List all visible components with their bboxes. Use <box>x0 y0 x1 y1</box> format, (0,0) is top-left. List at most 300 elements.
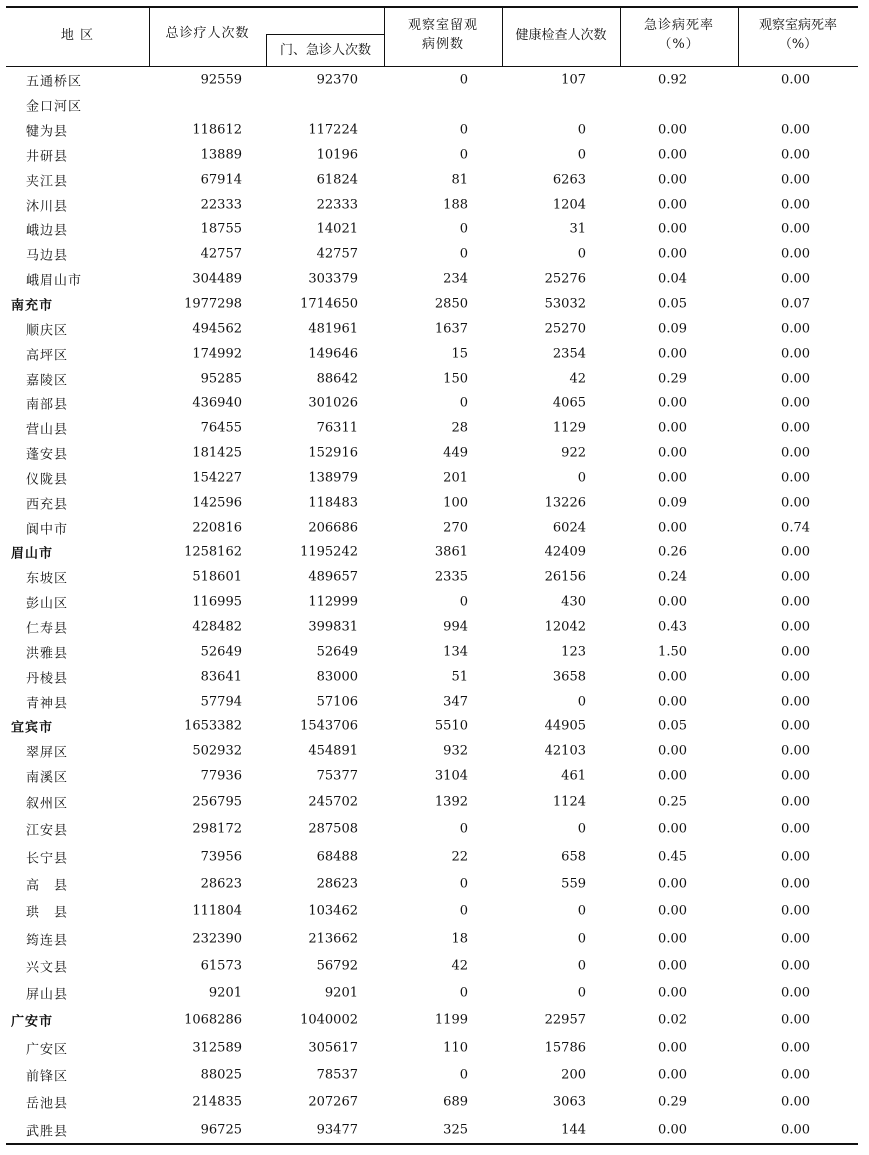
table-body <box>6 68 858 1143</box>
total-visits-cell: 174992 <box>192 346 242 362</box>
observation-cell: 150 <box>443 371 468 387</box>
health-check-cell: 1129 <box>552 420 586 436</box>
er-mortality-cell: 1.50 <box>658 644 687 660</box>
table-row <box>6 664 858 689</box>
outpatient-cell: 305617 <box>308 1040 358 1056</box>
er-mortality-cell: 0.04 <box>658 271 687 287</box>
header-observation-line1: 观察室留观 <box>407 18 478 33</box>
observation-cell: 100 <box>443 495 468 511</box>
total-visits-cell: 67914 <box>200 172 242 188</box>
health-check-cell: 26156 <box>544 569 586 585</box>
outpatient-cell: 9201 <box>324 985 358 1001</box>
obs-mortality-cell: 0.00 <box>781 346 810 362</box>
total-visits-cell: 96725 <box>200 1122 242 1138</box>
observation-cell: 270 <box>443 520 468 536</box>
outpatient-cell: 245702 <box>308 794 358 810</box>
outpatient-cell: 149646 <box>308 346 358 362</box>
total-visits-cell: 28623 <box>200 876 242 892</box>
region-cell: 南充市 <box>11 298 54 314</box>
header-er-mortality <box>620 16 738 54</box>
table-row <box>6 316 858 341</box>
outpatient-cell: 152916 <box>308 445 358 461</box>
table-row <box>6 788 858 815</box>
table-row <box>6 341 858 366</box>
header-er-mortality-line1: 急诊病死率 <box>643 18 714 33</box>
total-visits-cell: 1068286 <box>184 1012 242 1028</box>
header-obs-mortality-line1: 观察室病死率 <box>758 18 837 33</box>
region-cell: 夹江县 <box>26 174 69 190</box>
obs-mortality-cell: 0.00 <box>781 931 810 947</box>
observation-cell: 42 <box>451 958 468 974</box>
er-mortality-cell: 0.00 <box>658 594 687 610</box>
observation-cell: 0 <box>459 246 468 262</box>
health-check-cell: 559 <box>561 876 586 892</box>
er-mortality-cell: 0.00 <box>658 445 687 461</box>
er-mortality-cell: 0.00 <box>658 197 687 213</box>
health-check-cell: 44905 <box>544 718 586 734</box>
outpatient-cell: 22333 <box>316 197 358 213</box>
obs-mortality-cell: 0.00 <box>781 221 810 237</box>
obs-mortality-cell: 0.00 <box>781 644 810 660</box>
health-check-cell: 31 <box>569 221 586 237</box>
outpatient-cell: 14021 <box>316 221 358 237</box>
er-mortality-cell: 0.43 <box>658 619 687 635</box>
outpatient-cell: 213662 <box>308 931 358 947</box>
obs-mortality-cell: 0.00 <box>781 395 810 411</box>
obs-mortality-cell: 0.00 <box>781 371 810 387</box>
er-mortality-cell: 0.00 <box>658 985 687 1001</box>
health-check-cell: 3658 <box>552 669 586 685</box>
obs-mortality-cell: 0.00 <box>781 122 810 138</box>
health-check-cell: 0 <box>577 470 586 486</box>
total-visits-cell: 76455 <box>200 420 242 436</box>
er-mortality-cell: 0.00 <box>658 395 687 411</box>
health-check-cell: 0 <box>577 147 586 163</box>
observation-cell: 1392 <box>434 794 468 810</box>
obs-mortality-cell: 0.00 <box>781 903 810 919</box>
er-mortality-cell: 0.26 <box>658 544 687 560</box>
observation-cell: 932 <box>443 743 468 759</box>
region-cell: 井研县 <box>26 149 69 165</box>
er-mortality-cell: 0.45 <box>658 849 687 865</box>
health-check-cell: 1124 <box>552 794 586 810</box>
table-row <box>6 615 858 640</box>
outpatient-cell: 207267 <box>308 1094 358 1110</box>
outpatient-cell: 103462 <box>308 903 358 919</box>
er-mortality-cell: 0.92 <box>658 72 687 88</box>
obs-mortality-cell: 0.00 <box>781 619 810 635</box>
observation-cell: 18 <box>451 931 468 947</box>
total-visits-cell: 428482 <box>192 619 242 635</box>
observation-cell: 234 <box>443 271 468 287</box>
er-mortality-cell: 0.00 <box>658 1040 687 1056</box>
outpatient-cell: 206686 <box>308 520 358 536</box>
total-visits-cell: 13889 <box>200 147 242 163</box>
observation-cell: 188 <box>443 197 468 213</box>
health-check-cell: 6263 <box>552 172 586 188</box>
region-cell: 沐川县 <box>26 199 69 215</box>
observation-cell: 2335 <box>434 569 468 585</box>
er-mortality-cell: 0.29 <box>658 1094 687 1110</box>
outpatient-cell: 118483 <box>308 495 358 511</box>
outpatient-cell: 1543706 <box>300 718 358 734</box>
city-row <box>6 292 858 317</box>
er-mortality-cell: 0.00 <box>658 876 687 892</box>
outpatient-cell: 454891 <box>308 743 358 759</box>
obs-mortality-cell: 0.00 <box>781 594 810 610</box>
health-check-cell: 42409 <box>544 544 586 560</box>
region-cell: 高 县 <box>26 878 69 894</box>
table-row <box>6 93 858 118</box>
table-row <box>6 980 858 1007</box>
health-check-cell: 13226 <box>544 495 586 511</box>
observation-cell: 449 <box>443 445 468 461</box>
table-row <box>6 68 858 93</box>
obs-mortality-cell: 0.00 <box>781 743 810 759</box>
outpatient-cell: 1040002 <box>300 1012 358 1028</box>
outpatient-cell: 481961 <box>308 321 358 337</box>
observation-cell: 347 <box>443 694 468 710</box>
table-row <box>6 167 858 192</box>
outpatient-cell: 88642 <box>316 371 358 387</box>
observation-cell: 5510 <box>434 718 468 734</box>
obs-mortality-cell: 0.00 <box>781 1067 810 1083</box>
health-check-cell: 4065 <box>552 395 586 411</box>
table-row <box>6 764 858 789</box>
region-cell: 岳池县 <box>26 1096 69 1112</box>
total-visits-cell: 181425 <box>192 445 242 461</box>
header-outpatient-emergency: 门、急诊人次数 <box>279 43 371 58</box>
observation-cell: 0 <box>459 985 468 1001</box>
obs-mortality-cell: 0.00 <box>781 669 810 685</box>
total-visits-cell: 502932 <box>192 743 242 759</box>
total-visits-cell: 95285 <box>200 371 242 387</box>
er-mortality-cell: 0.05 <box>658 718 687 734</box>
total-visits-cell: 116995 <box>192 594 242 610</box>
region-cell: 前锋区 <box>26 1069 69 1085</box>
outpatient-cell: 78537 <box>316 1067 358 1083</box>
region-cell: 翠屏区 <box>26 745 69 761</box>
outpatient-cell: 92370 <box>316 72 358 88</box>
observation-cell: 0 <box>459 72 468 88</box>
observation-cell: 3861 <box>434 544 468 560</box>
table-row <box>6 1089 858 1116</box>
health-check-cell: 0 <box>577 985 586 1001</box>
region-cell: 阆中市 <box>26 522 69 538</box>
obs-mortality-cell: 0.00 <box>781 569 810 585</box>
obs-mortality-cell: 0.00 <box>781 768 810 784</box>
region-cell: 屏山县 <box>26 987 69 1003</box>
er-mortality-cell: 0.29 <box>658 371 687 387</box>
er-mortality-cell: 0.00 <box>658 821 687 837</box>
total-visits-cell: 9201 <box>208 985 242 1001</box>
header-obs-mortality <box>738 16 858 54</box>
region-cell: 峨边县 <box>26 223 69 239</box>
observation-cell: 0 <box>459 821 468 837</box>
er-mortality-cell: 0.00 <box>658 903 687 919</box>
table-row <box>6 217 858 242</box>
obs-mortality-cell: 0.00 <box>781 876 810 892</box>
outpatient-cell: 83000 <box>316 669 358 685</box>
observation-cell: 0 <box>459 122 468 138</box>
total-visits-cell: 304489 <box>192 271 242 287</box>
table-row <box>6 515 858 540</box>
total-visits-cell: 154227 <box>192 470 242 486</box>
total-visits-cell: 232390 <box>192 931 242 947</box>
health-check-cell: 42103 <box>544 743 586 759</box>
health-check-cell: 107 <box>561 72 586 88</box>
table-row <box>6 1116 858 1143</box>
outpatient-cell: 489657 <box>308 569 358 585</box>
obs-mortality-cell: 0.00 <box>781 544 810 560</box>
obs-mortality-cell: 0.74 <box>781 520 810 536</box>
region-cell: 南部县 <box>26 397 69 413</box>
table-row <box>6 816 858 843</box>
observation-cell: 0 <box>459 1067 468 1083</box>
total-visits-cell: 83641 <box>200 669 242 685</box>
observation-cell: 0 <box>459 395 468 411</box>
er-mortality-cell: 0.00 <box>658 1067 687 1083</box>
table-row <box>6 490 858 515</box>
outpatient-cell: 112999 <box>308 594 358 610</box>
outpatient-cell: 399831 <box>308 619 358 635</box>
table-row <box>6 366 858 391</box>
region-cell: 广安市 <box>11 1014 54 1030</box>
region-cell: 武胜县 <box>26 1124 69 1140</box>
observation-cell: 201 <box>443 470 468 486</box>
er-mortality-cell: 0.00 <box>658 470 687 486</box>
table-row <box>6 143 858 168</box>
table-row <box>6 689 858 714</box>
outpatient-cell: 42757 <box>316 246 358 262</box>
health-check-cell: 22957 <box>544 1012 586 1028</box>
outpatient-cell: 76311 <box>316 420 358 436</box>
total-visits-cell: 256795 <box>192 794 242 810</box>
table-row <box>6 898 858 925</box>
health-check-cell: 0 <box>577 122 586 138</box>
health-check-cell: 0 <box>577 958 586 974</box>
health-check-cell: 0 <box>577 694 586 710</box>
obs-mortality-cell: 0.00 <box>781 172 810 188</box>
outpatient-cell: 1714650 <box>300 296 358 312</box>
health-check-cell: 200 <box>561 1067 586 1083</box>
region-cell: 丹棱县 <box>26 671 69 687</box>
observation-cell: 1637 <box>434 321 468 337</box>
er-mortality-cell: 0.00 <box>658 958 687 974</box>
obs-mortality-cell: 0.00 <box>781 271 810 287</box>
health-check-cell: 12042 <box>544 619 586 635</box>
obs-mortality-cell: 0.00 <box>781 1040 810 1056</box>
table-row <box>6 267 858 292</box>
total-visits-cell: 52649 <box>200 644 242 660</box>
region-cell: 犍为县 <box>26 124 69 140</box>
health-check-cell: 430 <box>561 594 586 610</box>
health-check-cell: 0 <box>577 821 586 837</box>
total-visits-cell: 298172 <box>192 821 242 837</box>
obs-mortality-cell: 0.07 <box>781 296 810 312</box>
table-row <box>6 870 858 897</box>
obs-mortality-cell: 0.00 <box>781 849 810 865</box>
header-sub-rule <box>266 34 384 35</box>
total-visits-cell: 57794 <box>200 694 242 710</box>
total-visits-cell: 111804 <box>192 903 242 919</box>
observation-cell: 0 <box>459 147 468 163</box>
table-row <box>6 391 858 416</box>
health-check-cell: 922 <box>561 445 586 461</box>
er-mortality-cell: 0.00 <box>658 147 687 163</box>
er-mortality-cell: 0.02 <box>658 1012 687 1028</box>
table-row <box>6 739 858 764</box>
header-health-checks: 健康检查人次数 <box>515 28 607 43</box>
total-visits-cell: 73956 <box>200 849 242 865</box>
outpatient-cell: 75377 <box>316 768 358 784</box>
er-mortality-cell: 0.25 <box>658 794 687 810</box>
region-cell: 嘉陵区 <box>26 373 69 389</box>
region-cell: 顺庆区 <box>26 323 69 339</box>
region-cell: 金口河区 <box>26 99 83 115</box>
obs-mortality-cell: 0.00 <box>781 718 810 734</box>
outpatient-cell: 52649 <box>316 644 358 660</box>
region-cell: 眉山市 <box>11 546 54 562</box>
observation-cell: 134 <box>443 644 468 660</box>
obs-mortality-cell: 0.00 <box>781 470 810 486</box>
observation-cell: 0 <box>459 221 468 237</box>
obs-mortality-cell: 0.00 <box>781 147 810 163</box>
table-row <box>6 565 858 590</box>
health-check-cell: 3063 <box>552 1094 586 1110</box>
region-cell: 峨眉山市 <box>26 273 83 289</box>
observation-cell: 1199 <box>434 1012 468 1028</box>
observation-cell: 0 <box>459 876 468 892</box>
er-mortality-cell: 0.00 <box>658 420 687 436</box>
observation-cell: 81 <box>451 172 468 188</box>
table-row <box>6 925 858 952</box>
table-row <box>6 590 858 615</box>
region-cell: 彭山区 <box>26 596 69 612</box>
outpatient-cell: 93477 <box>316 1122 358 1138</box>
total-visits-cell: 1977298 <box>184 296 242 312</box>
obs-mortality-cell: 0.00 <box>781 985 810 1001</box>
table-row <box>6 843 858 870</box>
total-visits-cell: 436940 <box>192 395 242 411</box>
observation-cell: 0 <box>459 594 468 610</box>
er-mortality-cell: 0.09 <box>658 321 687 337</box>
header-observation-line2: 病例数 <box>421 37 464 52</box>
health-check-cell: 53032 <box>544 296 586 312</box>
obs-mortality-cell: 0.00 <box>781 958 810 974</box>
obs-mortality-cell: 0.00 <box>781 495 810 511</box>
observation-cell: 28 <box>451 420 468 436</box>
table-row <box>6 952 858 979</box>
outpatient-cell: 10196 <box>316 147 358 163</box>
region-cell: 长宁县 <box>26 851 69 867</box>
region-cell: 叙州区 <box>26 796 69 812</box>
region-cell: 马边县 <box>26 248 69 264</box>
outpatient-cell: 303379 <box>308 271 358 287</box>
health-check-cell: 0 <box>577 903 586 919</box>
total-visits-cell: 1653382 <box>184 718 242 734</box>
region-cell: 营山县 <box>26 422 69 438</box>
region-cell: 东坡区 <box>26 571 69 587</box>
region-cell: 兴文县 <box>26 960 69 976</box>
region-cell: 高坪区 <box>26 348 69 364</box>
outpatient-cell: 68488 <box>316 849 358 865</box>
outpatient-cell: 28623 <box>316 876 358 892</box>
er-mortality-cell: 0.00 <box>658 669 687 685</box>
observation-cell: 15 <box>451 346 468 362</box>
obs-mortality-cell: 0.00 <box>781 694 810 710</box>
city-row <box>6 714 858 739</box>
region-cell: 广安区 <box>26 1042 69 1058</box>
observation-cell: 0 <box>459 903 468 919</box>
region-cell: 南溪区 <box>26 770 69 786</box>
total-visits-cell: 214835 <box>192 1094 242 1110</box>
obs-mortality-cell: 0.00 <box>781 821 810 837</box>
region-cell: 珙 县 <box>26 905 69 921</box>
region-cell: 蓬安县 <box>26 447 69 463</box>
health-check-cell: 6024 <box>552 520 586 536</box>
observation-cell: 2850 <box>434 296 468 312</box>
header-total-visits: 总诊疗人次数 <box>165 26 250 41</box>
total-visits-cell: 118612 <box>192 122 242 138</box>
health-check-cell: 1204 <box>552 197 586 213</box>
header-observation-cases <box>384 16 502 54</box>
observation-cell: 51 <box>451 669 468 685</box>
region-cell: 筠连县 <box>26 933 69 949</box>
health-check-cell: 15786 <box>544 1040 586 1056</box>
health-check-cell: 42 <box>569 371 586 387</box>
health-check-cell: 123 <box>561 644 586 660</box>
city-row <box>6 1007 858 1034</box>
table-row <box>6 118 858 143</box>
table-row <box>6 192 858 217</box>
er-mortality-cell: 0.00 <box>658 743 687 759</box>
er-mortality-cell: 0.00 <box>658 221 687 237</box>
table-top-rule <box>6 6 858 8</box>
table-row <box>6 242 858 267</box>
er-mortality-cell: 0.00 <box>658 768 687 784</box>
table-row <box>6 1034 858 1061</box>
er-mortality-cell: 0.00 <box>658 520 687 536</box>
region-cell: 仪陇县 <box>26 472 69 488</box>
er-mortality-cell: 0.09 <box>658 495 687 511</box>
er-mortality-cell: 0.00 <box>658 346 687 362</box>
observation-cell: 22 <box>451 849 468 865</box>
region-cell: 江安县 <box>26 823 69 839</box>
total-visits-cell: 88025 <box>200 1067 242 1083</box>
er-mortality-cell: 0.00 <box>658 1122 687 1138</box>
obs-mortality-cell: 0.00 <box>781 246 810 262</box>
header-obs-mortality-line2: （%） <box>778 37 818 52</box>
obs-mortality-cell: 0.00 <box>781 445 810 461</box>
observation-cell: 994 <box>443 619 468 635</box>
outpatient-cell: 57106 <box>316 694 358 710</box>
obs-mortality-cell: 0.00 <box>781 72 810 88</box>
obs-mortality-cell: 0.00 <box>781 1012 810 1028</box>
region-cell: 西充县 <box>26 497 69 513</box>
outpatient-cell: 61824 <box>316 172 358 188</box>
health-check-cell: 0 <box>577 246 586 262</box>
er-mortality-cell: 0.00 <box>658 122 687 138</box>
outpatient-cell: 287508 <box>308 821 358 837</box>
er-mortality-cell: 0.00 <box>658 694 687 710</box>
header-region: 地 区 <box>60 28 95 43</box>
total-visits-cell: 1258162 <box>184 544 242 560</box>
outpatient-cell: 1195242 <box>300 544 358 560</box>
health-check-cell: 461 <box>561 768 586 784</box>
region-cell: 宜宾市 <box>11 720 54 736</box>
total-visits-cell: 494562 <box>192 321 242 337</box>
